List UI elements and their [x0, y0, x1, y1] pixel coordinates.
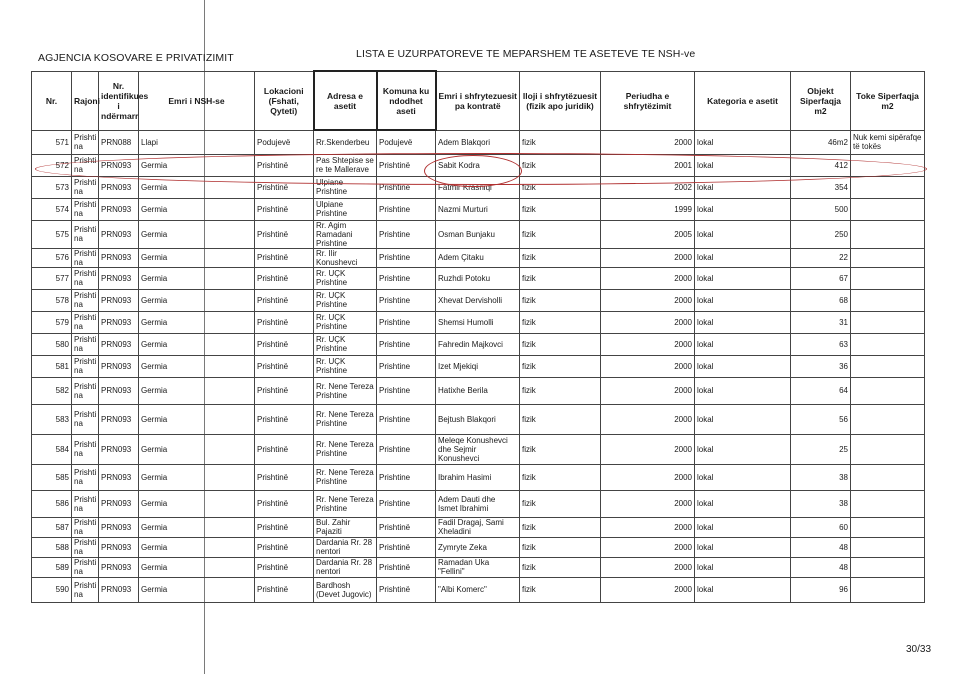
- cell-company-name: Germia: [139, 517, 255, 537]
- cell-asset-category: lokal: [695, 404, 791, 434]
- cell-enterprise-id: PRN093: [99, 267, 139, 289]
- cell-asset-address: Dardania Rr. 28 nentori: [314, 557, 377, 577]
- cell-company-name: Germia: [139, 333, 255, 355]
- cell-user-type: fizik: [520, 434, 601, 464]
- cell-row-number: 583: [32, 404, 72, 434]
- cell-company-name: Germia: [139, 267, 255, 289]
- cell-land-area: [851, 404, 925, 434]
- cell-asset-category: lokal: [695, 267, 791, 289]
- cell-location: Prishtinë: [255, 434, 314, 464]
- cell-row-number: 584: [32, 434, 72, 464]
- cell-user-name: Ruzhdi Potoku: [436, 267, 520, 289]
- cell-company-name: Germia: [139, 220, 255, 248]
- col-municipality: Komuna ku ndodhet aseti: [377, 71, 436, 130]
- cell-company-name: Germia: [139, 377, 255, 404]
- cell-period: 2000: [601, 537, 695, 557]
- cell-location: Prishtinë: [255, 154, 314, 176]
- organization-name: AGJENCIA KOSOVARE E PRIVATIZIMIT: [38, 52, 234, 64]
- cell-asset-category: lokal: [695, 434, 791, 464]
- cell-period: 2000: [601, 333, 695, 355]
- cell-region: Prishti na: [72, 490, 99, 517]
- cell-user-type: fizik: [520, 289, 601, 311]
- cell-period: 2000: [601, 517, 695, 537]
- cell-region: Prishti na: [72, 154, 99, 176]
- cell-asset-address: Rr. UÇK Prishtine: [314, 311, 377, 333]
- cell-land-area: [851, 198, 925, 220]
- cell-row-number: 589: [32, 557, 72, 577]
- cell-land-area: [851, 248, 925, 267]
- cell-region: Prishti na: [72, 434, 99, 464]
- cell-user-type: fizik: [520, 517, 601, 537]
- cell-asset-address: Dardania Rr. 28 nentori: [314, 537, 377, 557]
- cell-period: 2000: [601, 267, 695, 289]
- cell-municipality: Prishtine: [377, 333, 436, 355]
- cell-row-number: 579: [32, 311, 72, 333]
- cell-user-name: Adem Blakqori: [436, 130, 520, 154]
- col-period: Periudha e shfrytëzimit: [601, 71, 695, 130]
- cell-asset-category: lokal: [695, 577, 791, 602]
- cell-enterprise-id: PRN093: [99, 464, 139, 490]
- cell-location: Prishtinë: [255, 289, 314, 311]
- col-region: Rajoni: [72, 71, 99, 130]
- cell-object-area: 46m2: [791, 130, 851, 154]
- cell-land-area: [851, 220, 925, 248]
- cell-row-number: 585: [32, 464, 72, 490]
- cell-asset-category: lokal: [695, 154, 791, 176]
- cell-period: 2000: [601, 577, 695, 602]
- cell-row-number: 588: [32, 537, 72, 557]
- cell-asset-address: Pas Shtepise se re te Mallerave: [314, 154, 377, 176]
- cell-user-name: Sabit Kodra: [436, 154, 520, 176]
- cell-land-area: [851, 434, 925, 464]
- table-row: [32, 464, 925, 490]
- cell-land-area: Nuk kemi sipërafqe të tokës: [851, 130, 925, 154]
- cell-object-area: 38: [791, 490, 851, 517]
- cell-location: Prishtinë: [255, 248, 314, 267]
- cell-row-number: 590: [32, 577, 72, 602]
- cell-municipality: Prishtinë: [377, 577, 436, 602]
- cell-location: Prishtinë: [255, 464, 314, 490]
- cell-municipality: Prishtine: [377, 267, 436, 289]
- cell-user-type: fizik: [520, 464, 601, 490]
- cell-user-name: Xhevat Dervisholli: [436, 289, 520, 311]
- cell-row-number: 571: [32, 130, 72, 154]
- cell-company-name: Llapi: [139, 130, 255, 154]
- table-row: [32, 248, 925, 267]
- cell-region: Prishti na: [72, 355, 99, 377]
- cell-asset-address: Ulpiane Prishtine: [314, 176, 377, 198]
- cell-municipality: Prishtine: [377, 355, 436, 377]
- cell-asset-address: Rr. Nene Tereza Prishtine: [314, 404, 377, 434]
- col-land-area: Toke Siperfaqja m2: [851, 71, 925, 130]
- cell-asset-category: lokal: [695, 220, 791, 248]
- cell-asset-address: Ulpiane Prishtine: [314, 198, 377, 220]
- cell-company-name: Germia: [139, 490, 255, 517]
- col-address: Adresa e asetit: [314, 71, 377, 130]
- cell-asset-category: lokal: [695, 557, 791, 577]
- cell-period: 2000: [601, 434, 695, 464]
- cell-user-name: Fatmir Krasniqi: [436, 176, 520, 198]
- cell-municipality: Prishtine: [377, 198, 436, 220]
- cell-region: Prishti na: [72, 198, 99, 220]
- cell-asset-category: lokal: [695, 176, 791, 198]
- cell-user-name: Osman Bunjaku: [436, 220, 520, 248]
- cell-object-area: 412: [791, 154, 851, 176]
- cell-user-type: fizik: [520, 267, 601, 289]
- cell-row-number: 586: [32, 490, 72, 517]
- cell-asset-address: Rr. UÇK Prishtine: [314, 333, 377, 355]
- cell-location: Prishtinë: [255, 377, 314, 404]
- cell-municipality: Prishtine: [377, 311, 436, 333]
- cell-period: 2000: [601, 130, 695, 154]
- cell-municipality: Prishtine: [377, 377, 436, 404]
- col-user-type: lloji i shfrytëzuesit (fizik apo juridik): [520, 71, 601, 130]
- cell-user-name: Adem Çitaku: [436, 248, 520, 267]
- cell-municipality: Prishtine: [377, 220, 436, 248]
- cell-region: Prishti na: [72, 333, 99, 355]
- cell-asset-category: lokal: [695, 490, 791, 517]
- cell-land-area: [851, 557, 925, 577]
- cell-enterprise-id: PRN093: [99, 289, 139, 311]
- cell-user-name: Adem Dauti dhe Ismet Ibrahimi: [436, 490, 520, 517]
- table-row: [32, 517, 925, 537]
- table-row: [32, 220, 925, 248]
- cell-user-name: Fahredin Majkovci: [436, 333, 520, 355]
- col-company: Emri i NSH-se: [139, 71, 255, 130]
- cell-company-name: Germia: [139, 577, 255, 602]
- cell-user-type: fizik: [520, 176, 601, 198]
- cell-asset-category: lokal: [695, 311, 791, 333]
- cell-user-type: fizik: [520, 404, 601, 434]
- cell-user-name: Shemsi Humolli: [436, 311, 520, 333]
- cell-land-area: [851, 176, 925, 198]
- cell-object-area: 22: [791, 248, 851, 267]
- cell-period: 2000: [601, 404, 695, 434]
- cell-municipality: Prishtine: [377, 434, 436, 464]
- table-row: [32, 289, 925, 311]
- cell-location: Prishtinë: [255, 176, 314, 198]
- cell-land-area: [851, 464, 925, 490]
- cell-user-type: fizik: [520, 377, 601, 404]
- cell-company-name: Germia: [139, 434, 255, 464]
- cell-row-number: 587: [32, 517, 72, 537]
- document-title: LISTA E UZURPATOREVE TE MEPARSHEM TE ASETEVE TE NSH-ve: [356, 48, 696, 60]
- cell-enterprise-id: PRN093: [99, 577, 139, 602]
- cell-enterprise-id: PRN093: [99, 248, 139, 267]
- cell-user-name: Ramadan Uka "Fellini": [436, 557, 520, 577]
- cell-user-name: Bejtush Blakqori: [436, 404, 520, 434]
- cell-user-name: Meleqe Konushevci dhe Sejmir Konushevci: [436, 434, 520, 464]
- cell-asset-category: lokal: [695, 464, 791, 490]
- cell-object-area: 25: [791, 434, 851, 464]
- cell-object-area: 68: [791, 289, 851, 311]
- cell-company-name: Germia: [139, 198, 255, 220]
- cell-row-number: 576: [32, 248, 72, 267]
- table-row: [32, 311, 925, 333]
- cell-location: Prishtinë: [255, 490, 314, 517]
- cell-user-name: Fadil Dragaj, Sami Xheladini: [436, 517, 520, 537]
- cell-municipality: Prishtine: [377, 464, 436, 490]
- cell-row-number: 577: [32, 267, 72, 289]
- cell-municipality: Prishtine: [377, 490, 436, 517]
- cell-location: Prishtinë: [255, 577, 314, 602]
- cell-user-type: fizik: [520, 198, 601, 220]
- cell-company-name: Germia: [139, 311, 255, 333]
- cell-enterprise-id: PRN093: [99, 537, 139, 557]
- cell-region: Prishti na: [72, 248, 99, 267]
- table-row: [32, 267, 925, 289]
- cell-period: 2000: [601, 289, 695, 311]
- cell-period: 2000: [601, 377, 695, 404]
- cell-company-name: Germia: [139, 557, 255, 577]
- table-row: [32, 537, 925, 557]
- cell-user-type: fizik: [520, 537, 601, 557]
- cell-row-number: 580: [32, 333, 72, 355]
- cell-asset-category: lokal: [695, 355, 791, 377]
- cell-period: 2000: [601, 490, 695, 517]
- cell-asset-category: lokal: [695, 377, 791, 404]
- cell-municipality: Prishtine: [377, 248, 436, 267]
- cell-period: 2005: [601, 220, 695, 248]
- cell-asset-address: Rr. Nene Tereza Prishtine: [314, 464, 377, 490]
- cell-enterprise-id: PRN093: [99, 404, 139, 434]
- cell-user-type: fizik: [520, 557, 601, 577]
- col-nr: Nr.: [32, 71, 72, 130]
- col-object-area: Objekt Siperfaqja m2: [791, 71, 851, 130]
- cell-period: 2001: [601, 154, 695, 176]
- cell-asset-address: Rr. UÇK Prishtine: [314, 289, 377, 311]
- cell-user-type: fizik: [520, 577, 601, 602]
- table-row: [32, 355, 925, 377]
- cell-object-area: 67: [791, 267, 851, 289]
- cell-user-type: fizik: [520, 333, 601, 355]
- cell-municipality: Podujevë: [377, 130, 436, 154]
- cell-region: Prishti na: [72, 557, 99, 577]
- cell-location: Prishtinë: [255, 198, 314, 220]
- cell-municipality: Prishtine: [377, 404, 436, 434]
- cell-asset-address: Rr. Nene Tereza Prishtine: [314, 490, 377, 517]
- cell-asset-category: lokal: [695, 517, 791, 537]
- cell-enterprise-id: PRN093: [99, 434, 139, 464]
- cell-enterprise-id: PRN093: [99, 355, 139, 377]
- cell-asset-category: lokal: [695, 198, 791, 220]
- cell-region: Prishti na: [72, 377, 99, 404]
- cell-asset-category: lokal: [695, 289, 791, 311]
- cell-period: 2000: [601, 248, 695, 267]
- table-row: [32, 333, 925, 355]
- cell-object-area: 250: [791, 220, 851, 248]
- cell-company-name: Germia: [139, 355, 255, 377]
- cell-row-number: 573: [32, 176, 72, 198]
- table-row: [32, 377, 925, 404]
- table-row: [32, 176, 925, 198]
- cell-region: Prishti na: [72, 464, 99, 490]
- cell-enterprise-id: PRN093: [99, 154, 139, 176]
- cell-enterprise-id: PRN093: [99, 176, 139, 198]
- cell-period: 1999: [601, 198, 695, 220]
- register-table: [31, 70, 925, 603]
- cell-company-name: Germia: [139, 176, 255, 198]
- cell-region: Prishti na: [72, 537, 99, 557]
- cell-object-area: 63: [791, 333, 851, 355]
- cell-user-name: Ibrahim Hasimi: [436, 464, 520, 490]
- cell-location: Prishtinë: [255, 537, 314, 557]
- cell-municipality: Prishtine: [377, 289, 436, 311]
- cell-land-area: [851, 517, 925, 537]
- cell-period: 2000: [601, 355, 695, 377]
- cell-municipality: Prishtinë: [377, 154, 436, 176]
- cell-user-name: Hatixhe Berila: [436, 377, 520, 404]
- cell-company-name: Germia: [139, 248, 255, 267]
- cell-location: Prishtinë: [255, 311, 314, 333]
- cell-period: 2000: [601, 557, 695, 577]
- cell-asset-address: Rr.Skenderbeu: [314, 130, 377, 154]
- cell-enterprise-id: PRN093: [99, 333, 139, 355]
- cell-asset-category: lokal: [695, 248, 791, 267]
- cell-region: Prishti na: [72, 220, 99, 248]
- cell-asset-address: Bardhosh (Devet Jugovic): [314, 577, 377, 602]
- cell-user-type: fizik: [520, 154, 601, 176]
- cell-location: Prishtinë: [255, 557, 314, 577]
- col-user: Emri i shfrytezuesit pa kontratë: [436, 71, 520, 130]
- cell-municipality: Prishtinë: [377, 537, 436, 557]
- cell-period: 2000: [601, 464, 695, 490]
- cell-asset-address: Rr. Nene Tereza Prishtine: [314, 434, 377, 464]
- cell-enterprise-id: PRN093: [99, 490, 139, 517]
- cell-user-name: Nazmi Murturi: [436, 198, 520, 220]
- table-row: [32, 154, 925, 176]
- cell-land-area: [851, 537, 925, 557]
- cell-region: Prishti na: [72, 577, 99, 602]
- cell-user-type: fizik: [520, 220, 601, 248]
- cell-enterprise-id: PRN093: [99, 198, 139, 220]
- cell-row-number: 582: [32, 377, 72, 404]
- cell-user-type: fizik: [520, 248, 601, 267]
- cell-enterprise-id: PRN093: [99, 377, 139, 404]
- cell-asset-address: Rr. Agim Ramadani Prishtine: [314, 220, 377, 248]
- cell-location: Podujevë: [255, 130, 314, 154]
- cell-land-area: [851, 377, 925, 404]
- cell-land-area: [851, 267, 925, 289]
- cell-land-area: [851, 154, 925, 176]
- table-row: [32, 577, 925, 602]
- cell-row-number: 581: [32, 355, 72, 377]
- cell-asset-address: Rr. UÇK Prishtine: [314, 267, 377, 289]
- cell-location: Prishtinë: [255, 267, 314, 289]
- cell-row-number: 578: [32, 289, 72, 311]
- cell-row-number: 572: [32, 154, 72, 176]
- cell-company-name: Germia: [139, 154, 255, 176]
- cell-municipality: Prishtine: [377, 176, 436, 198]
- cell-municipality: Prishtinë: [377, 517, 436, 537]
- cell-enterprise-id: PRN093: [99, 220, 139, 248]
- col-location: Lokacioni (Fshati, Qyteti): [255, 71, 314, 130]
- cell-land-area: [851, 289, 925, 311]
- cell-object-area: 64: [791, 377, 851, 404]
- cell-enterprise-id: PRN093: [99, 517, 139, 537]
- cell-region: Prishti na: [72, 404, 99, 434]
- cell-region: Prishti na: [72, 289, 99, 311]
- cell-asset-category: lokal: [695, 130, 791, 154]
- cell-asset-address: Rr. Nene Tereza Prishtine: [314, 377, 377, 404]
- col-id: Nr. identifikues i ndërmarr: [99, 71, 139, 130]
- cell-company-name: Germia: [139, 464, 255, 490]
- table-row: [32, 130, 925, 154]
- cell-enterprise-id: PRN093: [99, 311, 139, 333]
- cell-object-area: 96: [791, 577, 851, 602]
- cell-company-name: Germia: [139, 537, 255, 557]
- cell-location: Prishtinë: [255, 404, 314, 434]
- cell-asset-address: Rr. UÇK Prishtine: [314, 355, 377, 377]
- cell-user-type: fizik: [520, 311, 601, 333]
- cell-user-type: fizik: [520, 130, 601, 154]
- cell-land-area: [851, 311, 925, 333]
- cell-period: 2000: [601, 311, 695, 333]
- cell-asset-category: lokal: [695, 333, 791, 355]
- cell-row-number: 575: [32, 220, 72, 248]
- cell-user-name: Izet Mjekiqi: [436, 355, 520, 377]
- cell-location: Prishtinë: [255, 355, 314, 377]
- cell-object-area: 48: [791, 557, 851, 577]
- header-row: [32, 71, 925, 130]
- cell-location: Prishtinë: [255, 333, 314, 355]
- cell-object-area: 48: [791, 537, 851, 557]
- page-number: 30/33: [906, 644, 932, 655]
- cell-region: Prishti na: [72, 130, 99, 154]
- cell-enterprise-id: PRN088: [99, 130, 139, 154]
- cell-location: Prishtinë: [255, 517, 314, 537]
- table-row: [32, 557, 925, 577]
- cell-region: Prishti na: [72, 267, 99, 289]
- table-row: [32, 198, 925, 220]
- cell-region: Prishti na: [72, 517, 99, 537]
- cell-region: Prishti na: [72, 176, 99, 198]
- table-row: [32, 434, 925, 464]
- cell-municipality: Prishtinë: [377, 557, 436, 577]
- cell-user-type: fizik: [520, 490, 601, 517]
- table-row: [32, 404, 925, 434]
- cell-period: 2002: [601, 176, 695, 198]
- cell-asset-address: Rr. Ilir Konushevci: [314, 248, 377, 267]
- cell-location: Prishtinë: [255, 220, 314, 248]
- cell-object-area: 56: [791, 404, 851, 434]
- cell-object-area: 500: [791, 198, 851, 220]
- cell-land-area: [851, 577, 925, 602]
- cell-region: Prishti na: [72, 311, 99, 333]
- cell-user-name: "Albi Komerc": [436, 577, 520, 602]
- cell-object-area: 38: [791, 464, 851, 490]
- cell-object-area: 60: [791, 517, 851, 537]
- cell-user-type: fizik: [520, 355, 601, 377]
- cell-enterprise-id: PRN093: [99, 557, 139, 577]
- cell-object-area: 354: [791, 176, 851, 198]
- cell-company-name: Germia: [139, 404, 255, 434]
- cell-user-name: Zymryte Zeka: [436, 537, 520, 557]
- cell-land-area: [851, 490, 925, 517]
- cell-company-name: Germia: [139, 289, 255, 311]
- cell-object-area: 36: [791, 355, 851, 377]
- cell-land-area: [851, 355, 925, 377]
- cell-object-area: 31: [791, 311, 851, 333]
- cell-asset-address: Bul. Zahir Pajaziti: [314, 517, 377, 537]
- col-category: Kategoria e asetit: [695, 71, 791, 130]
- cell-asset-category: lokal: [695, 537, 791, 557]
- table-row: [32, 490, 925, 517]
- cell-row-number: 574: [32, 198, 72, 220]
- cell-land-area: [851, 333, 925, 355]
